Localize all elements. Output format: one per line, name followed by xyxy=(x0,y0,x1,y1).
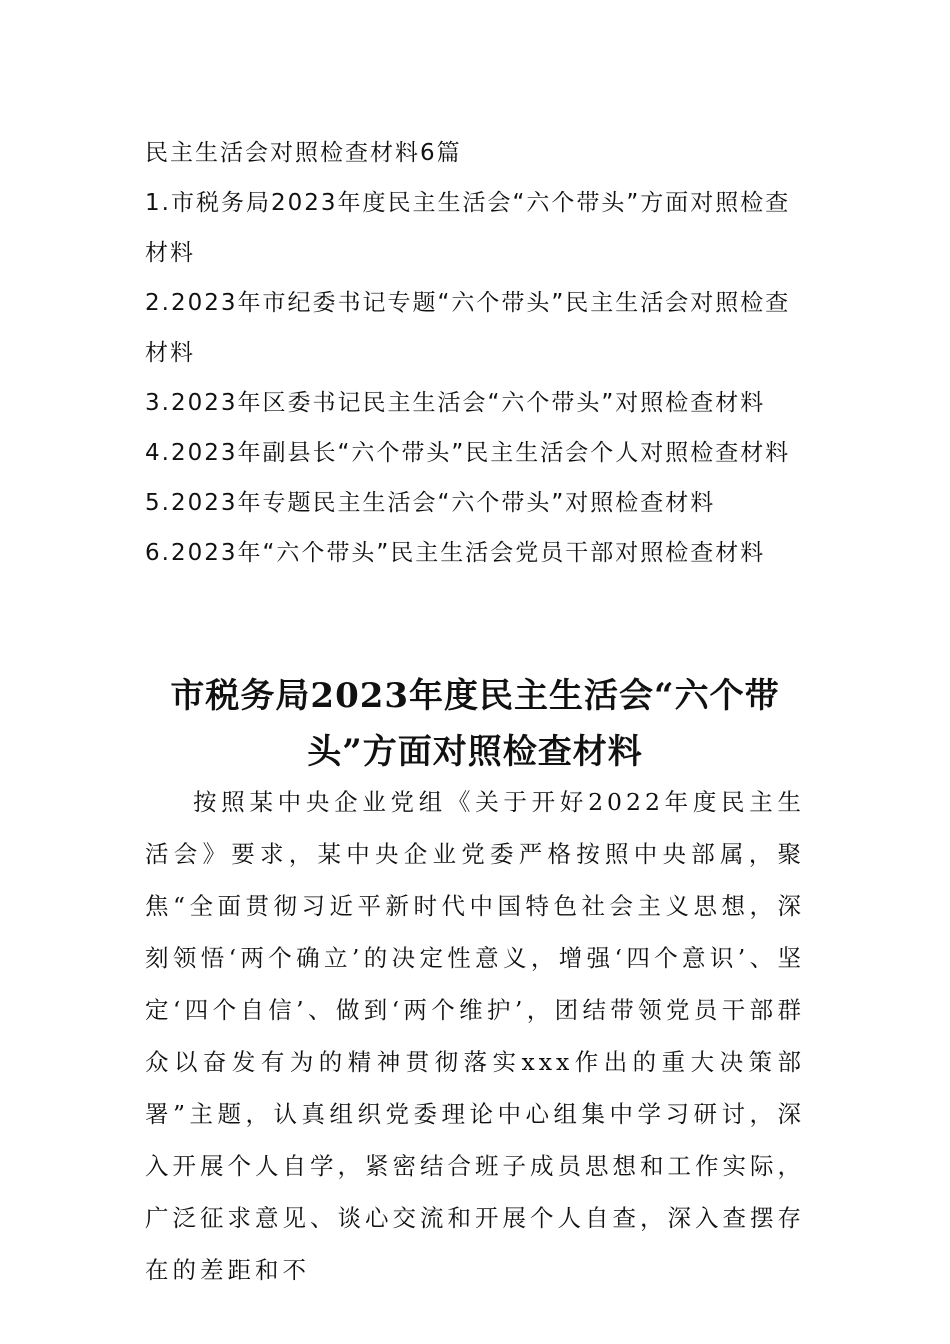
toc-title: 民主生活会对照检查材料6篇 xyxy=(145,140,462,166)
toc-item: 6.2023年“六个带头”民主生活会党员干部对照检查材料 xyxy=(145,540,766,566)
table-of-contents xyxy=(145,128,805,578)
toc-item: 3.2023年区委书记民主生活会“六个带头”对照检查材料 xyxy=(145,390,766,416)
toc-item: 5.2023年专题民主生活会“六个带头”对照检查材料 xyxy=(145,490,716,516)
toc-item: 2.2023年市纪委书记专题“六个带头”民主生活会对照检查材料 xyxy=(145,290,791,366)
article-title xyxy=(140,668,810,780)
article-title-line1: 市税务局2023年度民主生活会“六个带 xyxy=(170,676,780,716)
article-title-line2: 头”方面对照检查材料 xyxy=(307,732,643,772)
toc-item: 1.市税务局2023年度民主生活会“六个带头”方面对照检查材料 xyxy=(145,190,791,266)
article-paragraph: 按照某中央企业党组《关于开好2022年度民主生活会》要求，某中央企业党委严格按照中央部属，聚焦“全面贯彻习近平新时代中国特色社会主义思想，深刻领悟‘两个确立’的决定性意义，增强‘四个意识’、坚定‘四个自信’、做到‘两个维护’，团结带领党员干部群众以奋发有为的精神贯彻落实xxx作出的重大决策部署”主题，认真组织党委理论中心组集中学习研讨，深入开展个人自学，紧密结合班子成员思想和工作实际，广泛征求意见、谈心交流和开展个人自查，深入查摆存在的差距和不 xyxy=(145,788,805,1284)
toc-item: 4.2023年副县长“六个带头”民主生活会个人对照检查材料 xyxy=(145,440,791,466)
